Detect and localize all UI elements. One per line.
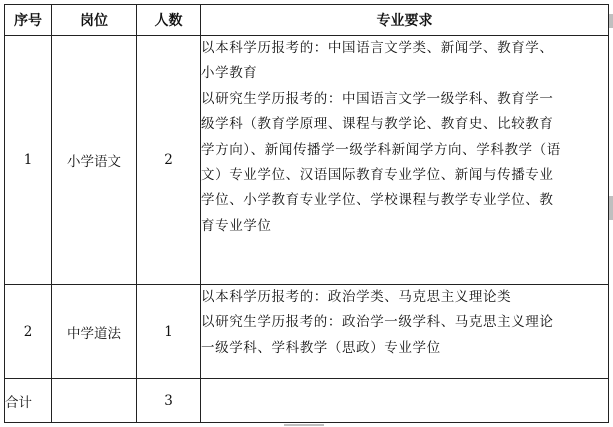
total-label: 合计 [5, 379, 52, 423]
requirement-line: 学位、小学教育专业学位、学校课程与教学专业学位、教 [201, 192, 554, 209]
row-position: 小学语文 [52, 36, 137, 285]
page-marker [284, 424, 324, 426]
row-requirement [201, 285, 609, 379]
requirement-line: 小学教育 [201, 65, 258, 82]
header-row [5, 5, 609, 36]
row-requirement [201, 36, 609, 285]
header-count: 人数 [137, 5, 201, 36]
row-seq: 1 [5, 36, 52, 285]
requirement-line: 文）专业学位、汉语国际教育专业学位、新闻与传播专业 [201, 167, 554, 184]
requirement-line: 级学科（教育学原理、课程与教学论、教育史、比较教育 [201, 116, 554, 133]
header-position: 岗位 [52, 5, 137, 36]
total-requirement-empty [201, 379, 609, 423]
requirement-line: 以本科学历报考的：政治学类、马克思主义理论类 [201, 289, 512, 305]
row-count: 1 [137, 285, 201, 379]
requirement-line: 育专业学位 [201, 217, 272, 234]
header-requirement: 专业要求 [201, 5, 609, 36]
requirement-line: 学方向）、新闻传播学一级学科新闻学方向、学科教学（语 [201, 141, 561, 158]
row-position: 中学道法 [52, 285, 137, 379]
total-count: 3 [137, 379, 201, 423]
table-row [5, 285, 609, 379]
requirement-line: 一级学科、学科教学（思政）专业学位 [201, 339, 441, 356]
requirements-table [4, 4, 609, 423]
table-row [5, 36, 609, 285]
total-position-empty [52, 379, 137, 423]
requirement-line: 以本科学历报考的：中国语言文学类、新闻学、教育学、 [201, 40, 554, 56]
header-seq: 序号 [5, 5, 52, 36]
scrollbar-mark [609, 14, 613, 28]
row-count: 2 [137, 36, 201, 285]
requirement-line: 以研究生学历报考的：政治学一级学科、马克思主义理论 [201, 314, 554, 331]
total-row [5, 379, 609, 423]
row-seq: 2 [5, 285, 52, 379]
scrollbar-mark [609, 196, 613, 220]
requirement-line: 以研究生学历报考的：中国语言文学一级学科、教育学一 [201, 90, 554, 107]
